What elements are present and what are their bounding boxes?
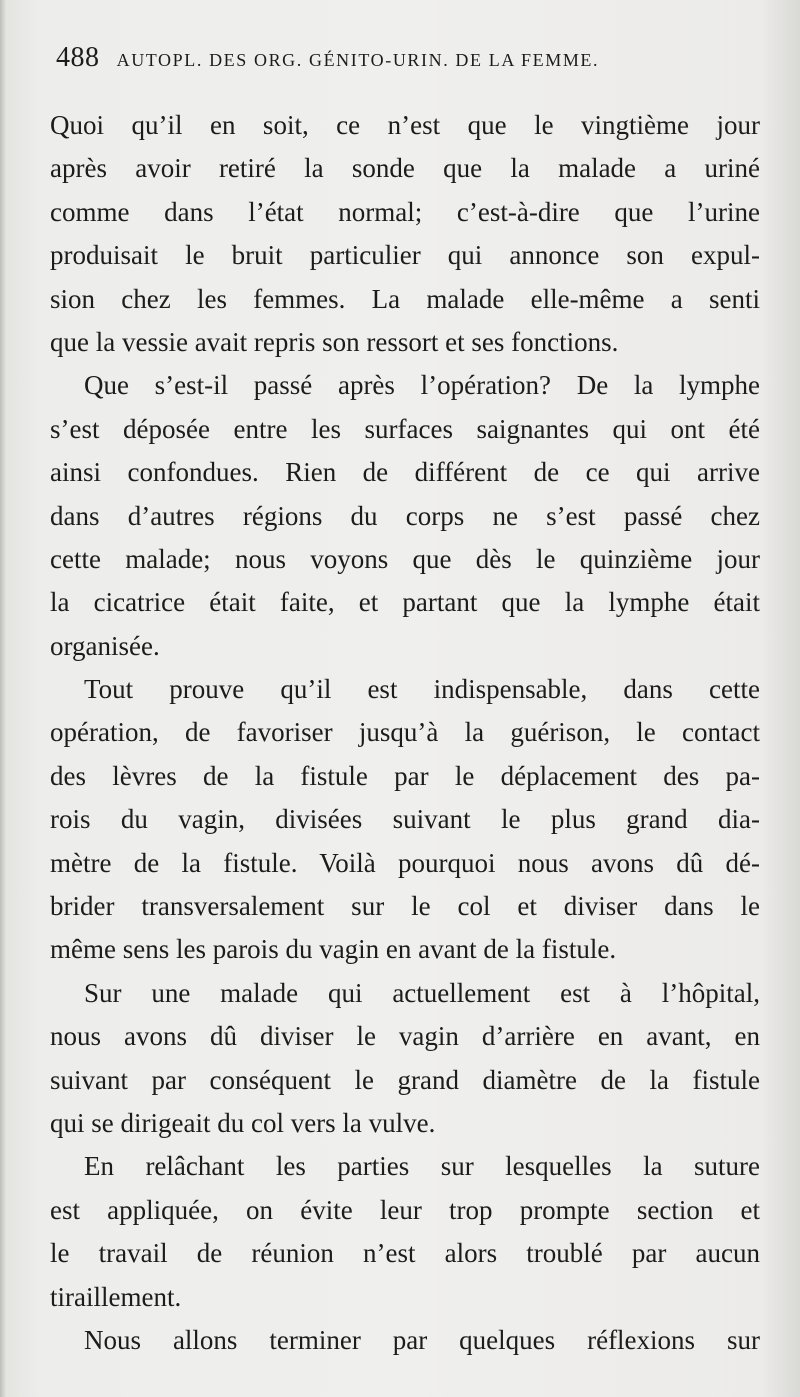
text-line: nous avons dû diviser le vagin d’arrière en avant, en xyxy=(50,1021,760,1052)
body-text xyxy=(50,104,760,1362)
text-line: des lèvres de la fistule par le déplacement des pa- xyxy=(50,760,760,791)
text-line: mètre de la fistule. Voilà pourquoi nous avons dû dé- xyxy=(50,847,760,878)
text-line: Que s’est-il passé après l’opération? De la lymphe xyxy=(84,370,760,401)
text-line: ainsi confondues. Rien de différent de ce qui arrive xyxy=(50,457,760,488)
text-line: opération, de favoriser jusqu’à la guérison, le contact xyxy=(50,717,760,748)
text-line: cette malade; nous voyons que dès le quinzième jour xyxy=(50,543,760,574)
text-line: En relâchant les parties sur lesquelles la suture xyxy=(84,1151,760,1182)
running-head: AUTOPL. DES ORG. GÉNITO-URIN. DE LA FEMME. xyxy=(116,50,600,70)
text-line: organisée. xyxy=(50,630,160,661)
text-line: tiraillement. xyxy=(50,1281,182,1312)
text-line: dans d’autres régions du corps ne s’est passé chez xyxy=(50,500,760,531)
text-line: est appliquée, on évite leur trop prompte section et xyxy=(50,1194,760,1225)
text-line: Quoi qu’il en soit, ce n’est que le vingtième jour xyxy=(50,110,760,140)
text-line: Tout prouve qu’il est indispensable, dans cette xyxy=(84,674,760,705)
text-line: produisait le bruit particulier qui annonce son expul- xyxy=(50,240,760,271)
text-line: qui se dirigeait du col vers la vulve. xyxy=(50,1107,436,1138)
text-line: que la vessie avait repris son ressort et ses fonctions. xyxy=(50,326,619,357)
page-header xyxy=(56,42,756,82)
text-line: Nous allons terminer par quelques réflexions sur xyxy=(84,1324,760,1355)
text-line: le travail de réunion n’est alors troublé par aucun xyxy=(50,1238,760,1269)
page-number: 488 xyxy=(56,42,100,73)
text-line: sion chez les femmes. La malade elle-même a senti xyxy=(50,283,760,314)
text-line: après avoir retiré la sonde que la malade a uriné xyxy=(50,153,760,184)
text-line: même sens les parois du vagin en avant de la fistule. xyxy=(50,934,617,965)
text-line: comme dans l’état normal; c’est-à-dire que l’urine xyxy=(50,196,760,227)
text-line: la cicatrice était faite, et partant que la lymphe était xyxy=(50,587,760,618)
page-binding-edge xyxy=(0,0,6,1397)
text-line: s’est déposée entre les surfaces saignantes qui ont été xyxy=(50,413,760,444)
text-line: suivant par conséquent le grand diamètre de la fistule xyxy=(50,1064,760,1095)
text-line: brider transversalement sur le col et diviser dans le xyxy=(50,891,760,922)
text-line: Sur une malade qui actuellement est à l’hôpital, xyxy=(84,977,760,1008)
text-line: rois du vagin, divisées suivant le plus grand dia- xyxy=(50,804,760,835)
